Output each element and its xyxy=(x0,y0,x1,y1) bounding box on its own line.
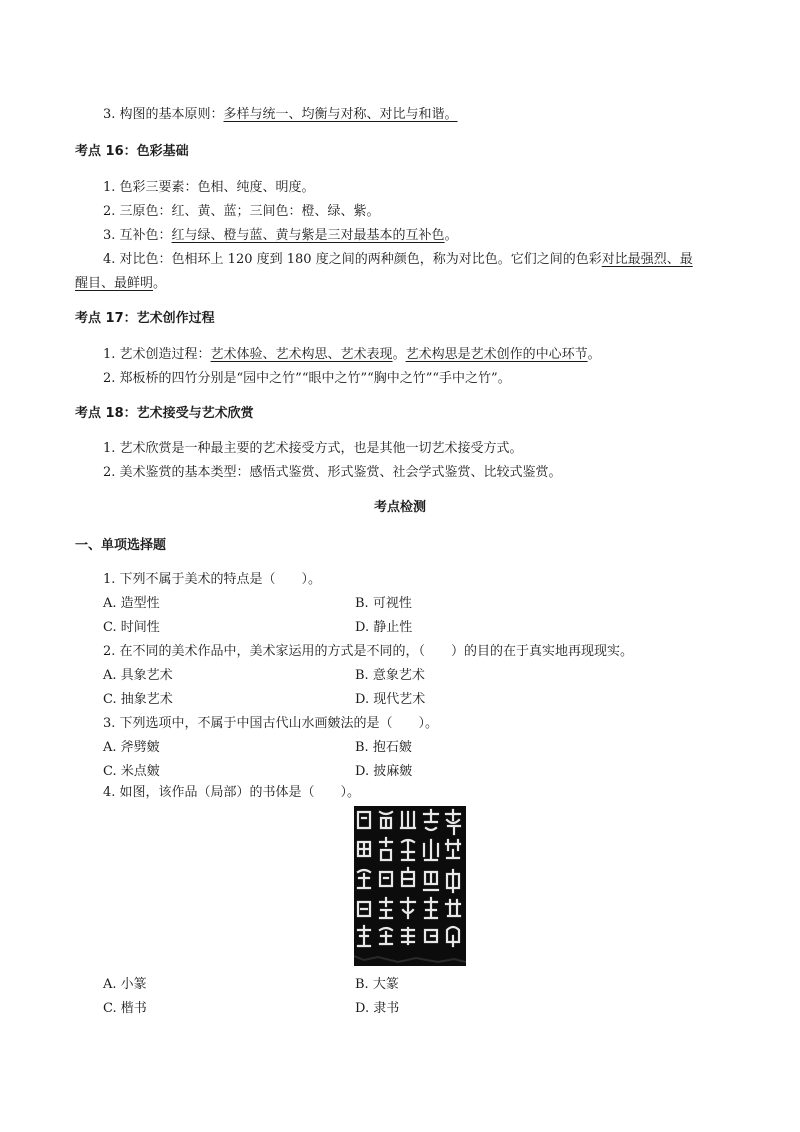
section-16-item-4-prefix: 4. 对比色：色相环上 120 度到 180 度之间的两种颜色，称为对比色。它们之间的色彩 xyxy=(103,252,602,267)
section-17-item-2: 2. 郑板桥的四竹分别是“园中之竹”“眼中之竹”“胸中之竹”“手中之竹”。 xyxy=(103,371,511,386)
section-16-item-3 xyxy=(103,227,458,245)
section-16-item-3-suffix: 。 xyxy=(444,228,458,243)
section-16-item-1: 1. 色彩三要素：色相、纯度、明度。 xyxy=(103,180,315,195)
seal-script-rubbing-image xyxy=(354,806,466,966)
question-2-option-d[interactable]: D. 现代艺术 xyxy=(355,692,426,707)
section-16-item-3-prefix: 3. 互补色： xyxy=(103,228,172,243)
composition-principle-line xyxy=(103,106,458,124)
single-choice-heading: 一、单项选择题 xyxy=(75,538,167,553)
question-4-stem: 4. 如图，该作品（局部）的书体是（ ）。 xyxy=(103,785,361,800)
question-3-option-d[interactable]: D. 披麻皴 xyxy=(355,764,413,779)
section-17-item-1 xyxy=(103,346,601,364)
question-2-option-b[interactable]: B. 意象艺术 xyxy=(355,668,425,683)
seal-glyphs xyxy=(354,806,466,966)
section-16-item-4-underlined-2: 醒目、最鲜明 xyxy=(75,276,154,291)
question-3-option-a[interactable]: A. 斧劈皴 xyxy=(103,740,160,755)
question-1-option-c[interactable]: C. 时间性 xyxy=(103,620,160,635)
section-17-heading: 考点 17：艺术创作过程 xyxy=(75,311,215,326)
section-17-item-1-prefix: 1. 艺术创造过程： xyxy=(103,347,211,362)
question-1-option-a[interactable]: A. 造型性 xyxy=(103,596,160,611)
composition-principle-underlined: 多样与统一、均衡与对称、对比与和谐。 xyxy=(223,107,458,122)
question-3-option-b[interactable]: B. 抱石皴 xyxy=(355,740,412,755)
question-1-stem: 1. 下列不属于美术的特点是（ ）。 xyxy=(103,572,322,587)
section-17-item-1-underlined-a: 艺术体验、艺术构思、艺术表现 xyxy=(210,347,393,362)
question-4-option-b[interactable]: B. 大篆 xyxy=(355,977,399,992)
section-16-item-4-suffix: 。 xyxy=(153,276,167,291)
question-4-option-a[interactable]: A. 小篆 xyxy=(103,977,147,992)
section-18-item-1: 1. 艺术欣赏是一种最主要的艺术接受方式，也是其他一切艺术接受方式。 xyxy=(103,441,523,456)
question-2-stem: 2. 在不同的美术作品中，美术家运用的方式是不同的，（ ）的目的在于真实地再现现实。 xyxy=(103,644,634,659)
section-16-item-4-underlined-1: 对比最强烈、最 xyxy=(601,252,693,267)
section-16-heading: 考点 16：色彩基础 xyxy=(75,144,189,159)
question-4-option-c[interactable]: C. 楷书 xyxy=(103,1001,147,1016)
question-4-option-d[interactable]: D. 隶书 xyxy=(355,1001,400,1016)
section-16-item-2: 2. 三原色：红、黄、蓝；三间色：橙、绿、紫。 xyxy=(103,204,380,219)
section-16-item-4-line-1 xyxy=(103,251,693,269)
section-17-item-1-suffix: 。 xyxy=(587,347,601,362)
question-2-option-a[interactable]: A. 具象艺术 xyxy=(103,668,173,683)
question-1-option-b[interactable]: B. 可视性 xyxy=(355,596,412,611)
composition-principle-prefix: 3. 构图的基本原则： xyxy=(103,107,224,122)
question-3-option-c[interactable]: C. 米点皴 xyxy=(103,764,160,779)
question-1-option-d[interactable]: D. 静止性 xyxy=(355,620,413,635)
section-17-item-1-underlined-b: 艺术构思是艺术创作的中心环节 xyxy=(405,347,588,362)
test-title: 考点检测 xyxy=(373,500,426,515)
section-17-item-1-mid: 。 xyxy=(392,347,406,362)
question-3-stem: 3. 下列选项中，不属于中国古代山水画皴法的是（ ）。 xyxy=(103,716,439,731)
question-2-option-c[interactable]: C. 抽象艺术 xyxy=(103,692,173,707)
section-18-item-2: 2. 美术鉴赏的基本类型：感悟式鉴赏、形式鉴赏、社会学式鉴赏、比较式鉴赏。 xyxy=(103,465,562,480)
section-16-item-3-underlined: 红与绿、橙与蓝、黄与紫是三对最基本的互补色 xyxy=(171,228,445,243)
section-18-heading: 考点 18：艺术接受与艺术欣赏 xyxy=(75,406,254,421)
section-16-item-4-line-2 xyxy=(75,275,166,293)
